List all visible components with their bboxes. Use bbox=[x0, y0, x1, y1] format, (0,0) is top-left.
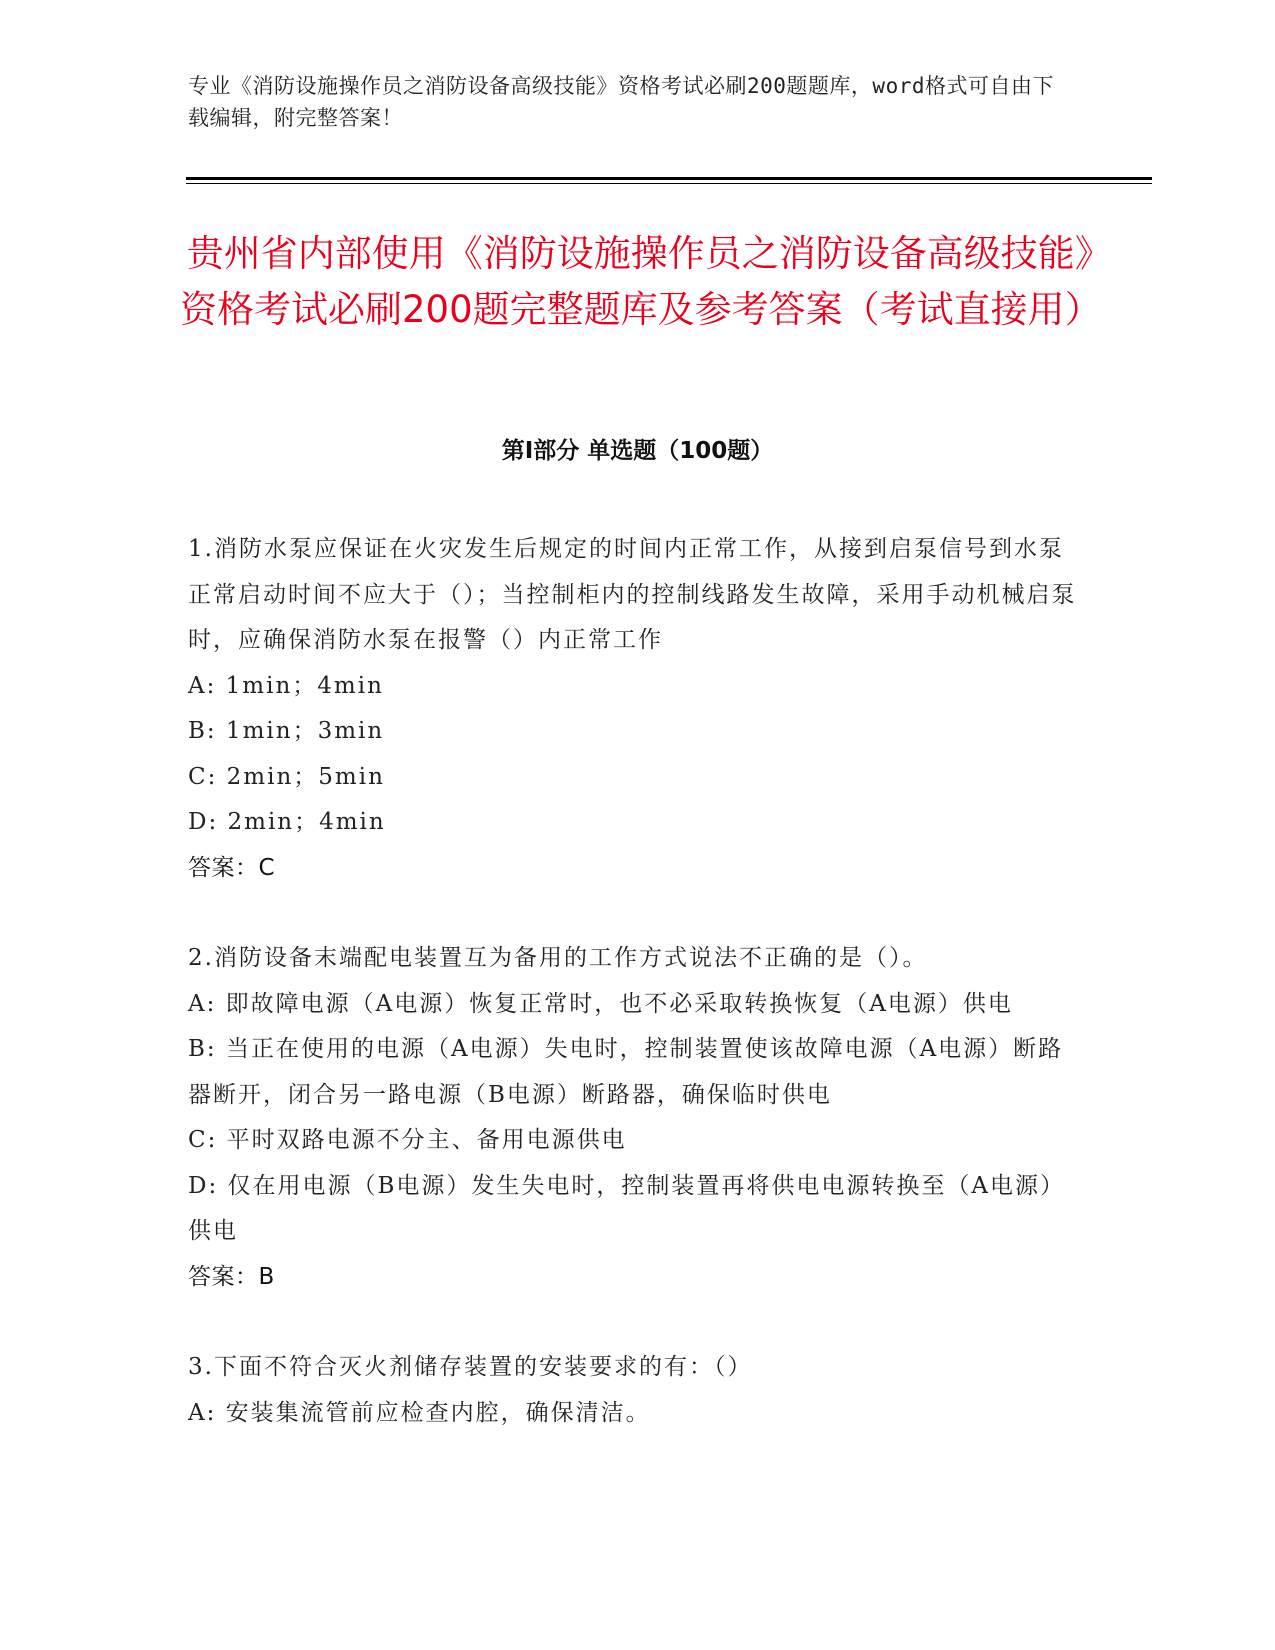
document-title: 贵州省内部使用《消防设施操作员之消防设备高级技能》资格考试必刷200题完整题库及参考答案（考试直接用） bbox=[180, 232, 1102, 331]
option-c: C: 2min；5min bbox=[188, 763, 385, 790]
question-stem: 3.下面不符合灭火剂储存装置的安装要求的有：（） bbox=[188, 1354, 753, 1380]
answer-line: 答案：B bbox=[188, 1263, 275, 1290]
option-c: C: 平时双路电源不分主、备用电源供电 bbox=[188, 1127, 627, 1153]
option-d: D: 2min；4min bbox=[188, 809, 386, 835]
option-d: D: 仅在用电源（B电源）发生失电时，控制装置再将供电电源转换至（A电源）供电 bbox=[188, 1172, 1066, 1244]
header-divider-thick bbox=[186, 177, 1152, 180]
answer-line: 答案：C bbox=[188, 854, 276, 881]
question-stem: 2.消防设备末端配电装置互为备用的工作方式说法不正确的是（）。 bbox=[188, 945, 928, 971]
option-a: A: 安装集流管前应检查内腔，确保清洁。 bbox=[188, 1399, 651, 1426]
header-divider-thin bbox=[186, 183, 1152, 184]
section-heading: 第Ⅰ部分 单选题（100题） bbox=[501, 438, 774, 464]
question-2 bbox=[188, 936, 1088, 1300]
option-a: A: 即故障电源（A电源）恢复正常时，也不必采取转换恢复（A电源）供电 bbox=[188, 990, 1013, 1017]
header-note: 专业《消防设施操作员之消防设备高级技能》资格考试必刷200题题库，word格式可自由下载编辑，附完整答案！ bbox=[188, 74, 1054, 130]
option-b: B: 当正在使用的电源（A电源）失电时，控制装置使该故障电源（A电源）断路器断开，闭合另一路电源（B电源）断路器，确保临时供电 bbox=[188, 1036, 1064, 1108]
question-3 bbox=[188, 1345, 1088, 1436]
question-stem: 1.消防水泵应保证在火灾发生后规定的时间内正常工作，从接到启泵信号到水泵正常启动时间不应大于（）；当控制柜内的控制线路发生故障，采用手动机械启泵时，应确保消防水泵在报警（）内正常工作 bbox=[188, 536, 1077, 653]
option-b: B: 1min；3min bbox=[188, 718, 385, 744]
question-1 bbox=[188, 527, 1088, 891]
question-list bbox=[188, 527, 1088, 1481]
option-a: A: 1min；4min bbox=[188, 672, 384, 699]
